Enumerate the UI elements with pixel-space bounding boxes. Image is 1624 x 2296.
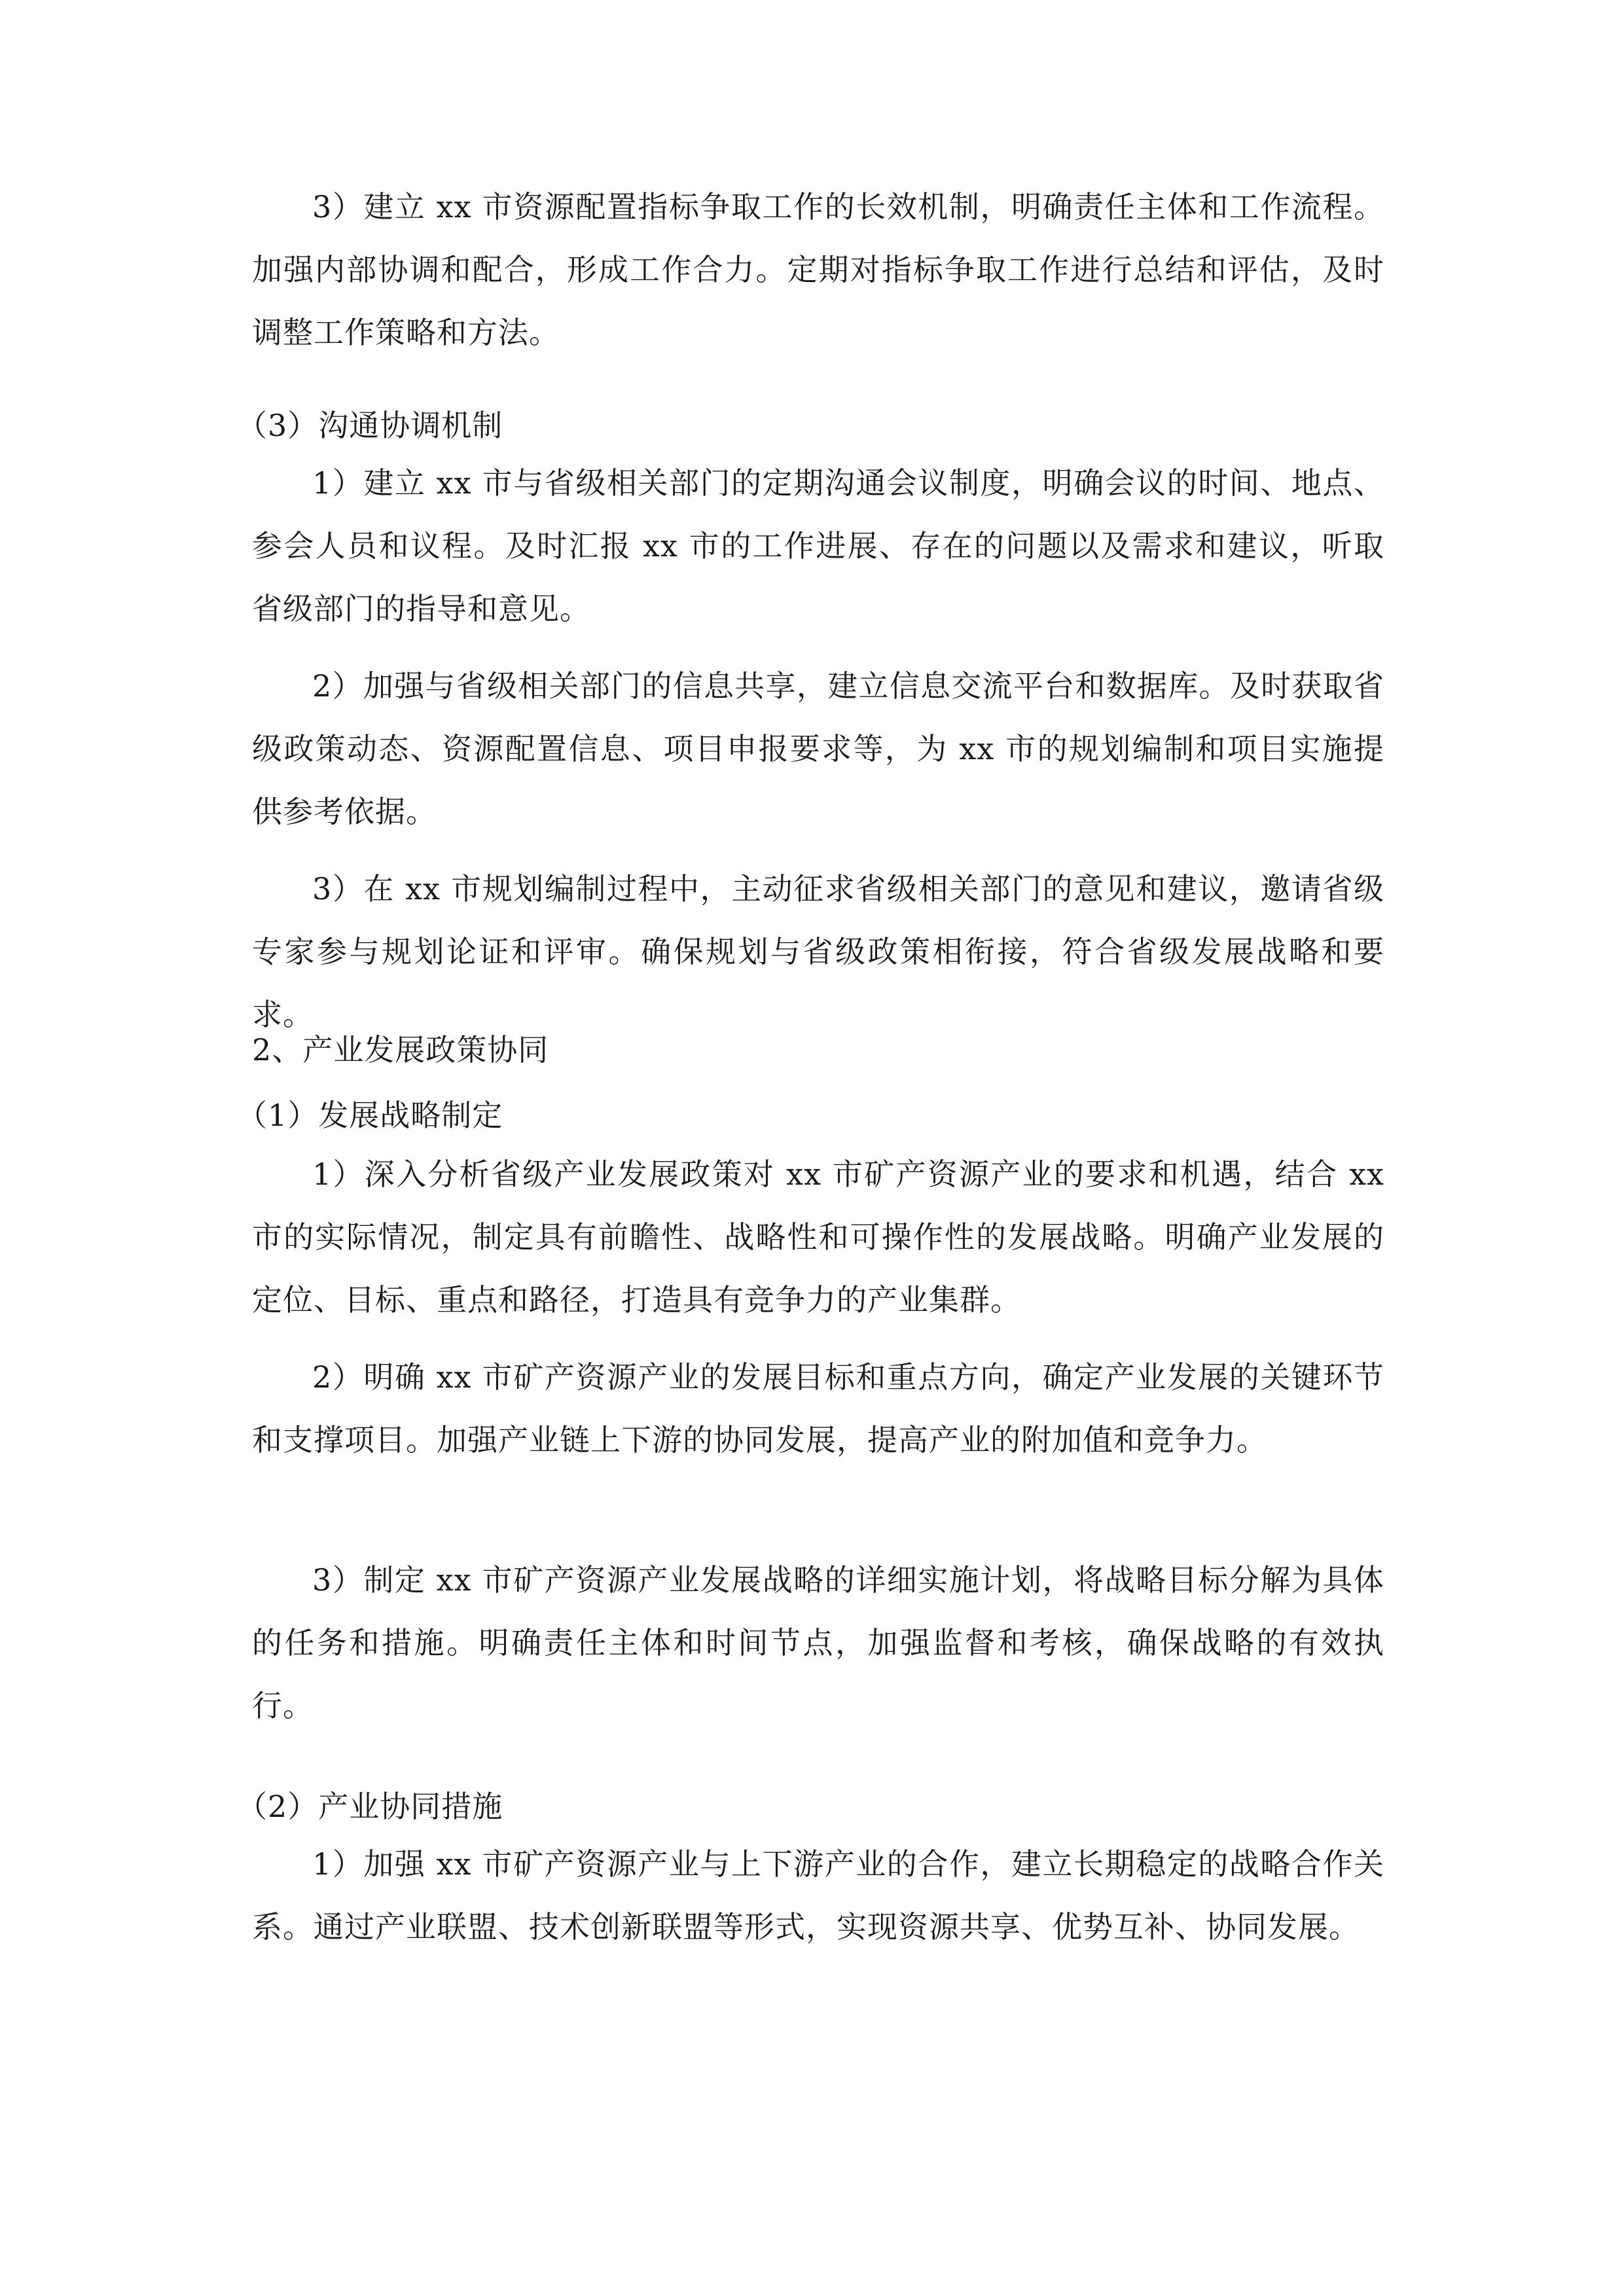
- paragraph-information-sharing: 2）加强与省级相关部门的信息共享，建立信息交流平台和数据库。及时获取省级政策动态、资源配置信息、项目申报要求等，为 xx 市的规划编制和项目实施提供参考依据。: [252, 668, 1384, 829]
- heading-communication-mechanism: （3）沟通协调机制: [237, 408, 503, 443]
- heading-industry-policy-coordination: 2、产业发展政策协同: [252, 1032, 549, 1067]
- paragraph-strategy-analysis: 1）深入分析省级产业发展政策对 xx 市矿产资源产业的要求和机遇，结合 xx 市的实际情况，制定具有前瞻性、战略性和可操作性的发展战略。明确产业发展的定位、目标、重点和路径，打造具有竞争力的产业集群。: [252, 1157, 1384, 1318]
- paragraph-development-goals: 2）明确 xx 市矿产资源产业的发展目标和重点方向，确定产业发展的关键环节和支撑项目。加强产业链上下游的协同发展，提高产业的附加值和竞争力。: [252, 1359, 1384, 1458]
- heading-industry-synergy: （2）产业协同措施: [237, 1789, 503, 1824]
- paragraph-upstream-downstream-cooperation: 1）加强 xx 市矿产资源产业与上下游产业的合作，建立长期稳定的战略合作关系。通过产业联盟、技术创新联盟等形式，实现资源共享、优势互补、协同发展。: [252, 1846, 1384, 1945]
- paragraph-implementation-plan: 3）制定 xx 市矿产资源产业发展战略的详细实施计划，将战略目标分解为具体的任务和措施。明确责任主体和时间节点，加强监督和考核，确保战略的有效执行。: [252, 1562, 1384, 1723]
- paragraph-resource-allocation-mechanism: 3）建立 xx 市资源配置指标争取工作的长效机制，明确责任主体和工作流程。加强内部协调和配合，形成工作合力。定期对指标争取工作进行总结和评估，及时调整工作策略和方法。: [252, 189, 1384, 350]
- paragraph-regular-meetings: 1）建立 xx 市与省级相关部门的定期沟通会议制度，明确会议的时间、地点、参会人员和议程。及时汇报 xx 市的工作进展、存在的问题以及需求和建议，听取省级部门的指导和意见。: [252, 465, 1384, 626]
- heading-strategy-formulation: （1）发展战略制定: [237, 1098, 503, 1133]
- paragraph-planning-consultation: 3）在 xx 市规划编制过程中，主动征求省级相关部门的意见和建议，邀请省级专家参与规划论证和评审。确保规划与省级政策相衔接，符合省级发展战略和要求。: [252, 871, 1384, 1032]
